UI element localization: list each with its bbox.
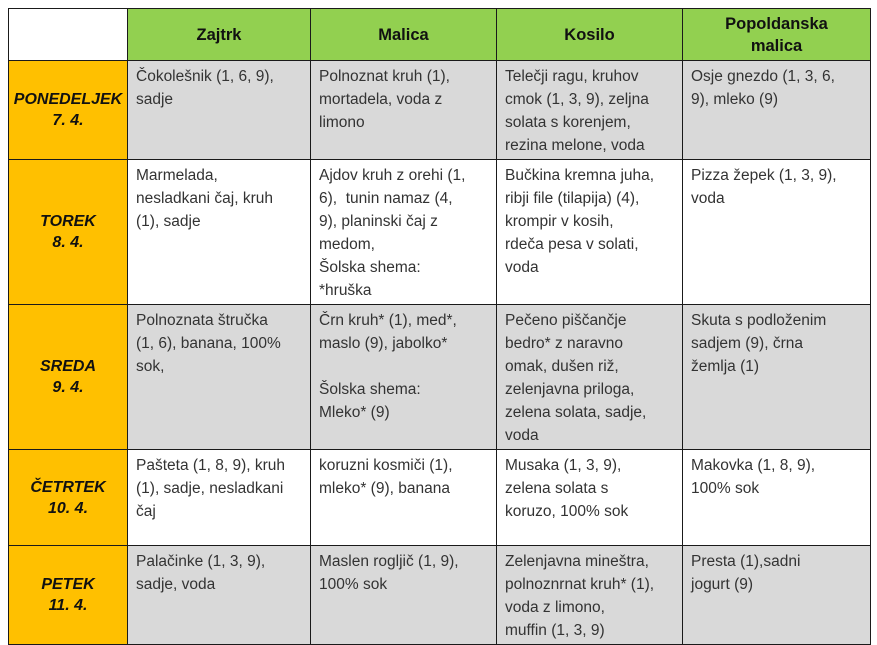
menu-line: mleko* (9), banana <box>319 480 450 497</box>
menu-line: Polnoznata štručka <box>136 312 268 329</box>
day-row-cetrtek <box>9 450 871 546</box>
day-date: 11. 4. <box>48 597 88 614</box>
menu-line: rdeča pesa v solati, <box>505 236 639 253</box>
menu-line: rezina melone, voda <box>505 137 645 154</box>
day-label <box>9 160 128 305</box>
header-popoldanska-malica <box>683 9 871 61</box>
day-name: SREDA <box>39 358 96 375</box>
zajtrk-cell <box>128 160 311 305</box>
header-malica: Malica <box>311 9 497 61</box>
day-date: 7. 4. <box>52 112 84 129</box>
zajtrk-cell <box>128 546 311 645</box>
menu-line: krompir v kosih, <box>505 213 614 230</box>
zajtrk-cell <box>128 61 311 160</box>
day-row-ponedeljek <box>9 61 871 160</box>
menu-line: cmok (1, 3, 9), zeljna <box>505 91 649 108</box>
day-label <box>9 305 128 450</box>
menu-line: Marmelada, <box>136 167 218 184</box>
menu-line: Polnoznat kruh (1), <box>319 68 450 85</box>
menu-line: bedro* z naravno <box>505 335 624 352</box>
menu-line: voda <box>691 190 725 207</box>
menu-line: Skuta s podloženim <box>691 312 827 329</box>
kosilo-cell <box>497 61 683 160</box>
menu-line: zelena solata s <box>505 480 609 497</box>
menu-line: muffin (1, 3, 9) <box>505 622 605 639</box>
zajtrk-cell <box>128 305 311 450</box>
menu-line: sadje, voda <box>136 576 216 593</box>
menu-line: jogurt (9) <box>691 576 754 593</box>
day-name: ČETRTEK <box>30 478 106 496</box>
menu-line: čaj <box>136 503 156 520</box>
day-date: 8. 4. <box>52 234 84 251</box>
menu-line: Presta (1),sadni <box>691 553 801 570</box>
day-row-sreda <box>9 305 871 450</box>
menu-line: Zelenjavna mineštra, <box>505 553 649 570</box>
kosilo-cell <box>497 305 683 450</box>
menu-line: 6), tunin namaz (4, <box>319 190 453 207</box>
popoldanska-cell <box>683 160 871 305</box>
menu-line: Musaka (1, 3, 9), <box>505 457 622 474</box>
menu-line: ribji file (tilapija) (4), <box>505 190 640 207</box>
day-date: 10. 4. <box>47 499 89 517</box>
menu-line: Ajdov kruh z orehi (1, <box>319 167 466 184</box>
menu-line: Šolska shema: <box>319 381 421 398</box>
day-date: 9. 4. <box>52 379 84 396</box>
menu-line: koruzo, 100% sok <box>505 503 629 520</box>
menu-line: zelenjavna priloga, <box>505 381 635 398</box>
malica-cell <box>311 160 497 305</box>
popoldanska-cell <box>683 61 871 160</box>
menu-line: *hruška <box>319 282 372 299</box>
menu-line: (1), sadje <box>136 213 201 230</box>
menu-line: Pašteta (1, 8, 9), kruh <box>136 457 286 474</box>
day-name: PETEK <box>41 576 95 593</box>
menu-line: maslo (9), jabolko* <box>319 335 448 352</box>
menu-line: Pečeno piščančje <box>505 312 627 329</box>
menu-line: limono <box>319 114 365 131</box>
menu-line: voda z limono, <box>505 599 605 616</box>
line-gap <box>319 355 490 378</box>
day-row-torek <box>9 160 871 305</box>
menu-line: Mleko* (9) <box>319 404 390 421</box>
menu-line: 100% sok <box>691 480 760 497</box>
menu-line: (1), sadje, nesladkani <box>136 480 284 497</box>
menu-line: 100% sok <box>319 576 388 593</box>
menu-line: mortadela, voda z <box>319 91 443 108</box>
day-name: PONEDELJEK <box>13 91 123 108</box>
zajtrk-cell <box>128 450 311 546</box>
header-zajtrk: Zajtrk <box>128 9 311 61</box>
menu-line: nesladkani čaj, kruh <box>136 190 273 207</box>
menu-line: sadjem (9), črna <box>691 335 803 352</box>
menu-line: omak, dušen riž, <box>505 358 619 375</box>
menu-line: polnoznrnat kruh* (1), <box>505 576 655 593</box>
menu-line: 9), planinski čaj z <box>319 213 438 230</box>
header-popoldanska-line1: Popoldanska <box>725 14 828 33</box>
menu-line: Makovka (1, 8, 9), <box>691 457 816 474</box>
menu-line: žemlja (1) <box>691 358 760 375</box>
day-label <box>9 450 128 546</box>
kosilo-cell <box>497 450 683 546</box>
kosilo-cell <box>497 546 683 645</box>
menu-line: Črn kruh* (1), med*, <box>319 312 457 329</box>
menu-line: Maslen rogljič (1, 9), <box>319 553 459 570</box>
menu-line: sadje <box>136 91 174 108</box>
meal-plan-table <box>8 8 871 645</box>
header-corner <box>9 9 128 61</box>
header-kosilo: Kosilo <box>497 9 683 61</box>
menu-line: 9), mleko (9) <box>691 91 778 108</box>
kosilo-cell <box>497 160 683 305</box>
day-label <box>9 546 128 645</box>
menu-line: medom, <box>319 236 375 253</box>
menu-line: Bučkina kremna juha, <box>505 167 655 184</box>
menu-line: Šolska shema: <box>319 259 421 276</box>
menu-line: Telečji ragu, kruhov <box>505 68 639 85</box>
menu-line: zelena solata, sadje, <box>505 404 647 421</box>
popoldanska-cell <box>683 305 871 450</box>
day-row-petek <box>9 546 871 645</box>
malica-cell <box>311 450 497 546</box>
menu-line: Čokolešnik (1, 6, 9), <box>136 68 274 85</box>
menu-line: solata s korenjem, <box>505 114 631 131</box>
popoldanska-cell <box>683 546 871 645</box>
popoldanska-cell <box>683 450 871 546</box>
menu-line: Pizza žepek (1, 3, 9), <box>691 167 837 184</box>
malica-cell <box>311 305 497 450</box>
day-name: TOREK <box>40 213 96 230</box>
day-label <box>9 61 128 160</box>
menu-line: sok, <box>136 358 165 375</box>
menu-line: Palačinke (1, 3, 9), <box>136 553 266 570</box>
malica-cell <box>311 546 497 645</box>
header-row <box>9 9 871 61</box>
menu-line: (1, 6), banana, 100% <box>136 335 281 352</box>
header-popoldanska-line2: malica <box>750 36 803 55</box>
malica-cell <box>311 61 497 160</box>
menu-line: voda <box>505 427 539 444</box>
menu-line: koruzni kosmiči (1), <box>319 457 453 474</box>
menu-line: voda <box>505 259 539 276</box>
menu-line: Osje gnezdo (1, 3, 6, <box>691 68 835 85</box>
